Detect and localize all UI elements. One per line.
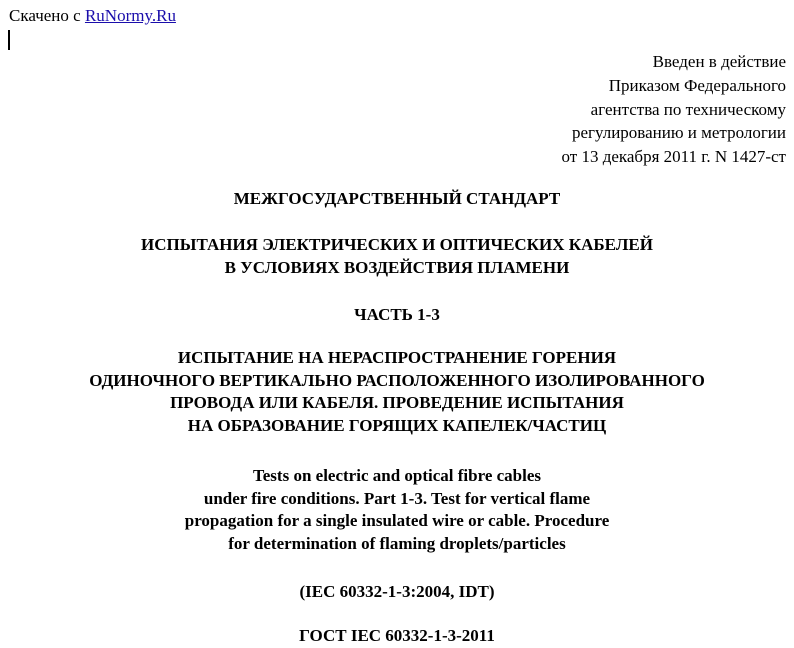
text-cursor (8, 30, 10, 50)
iec-reference (0, 581, 794, 604)
part-heading (0, 304, 794, 327)
gost-number (0, 625, 794, 648)
enactment-line: регулированию и метрологии (571, 123, 786, 143)
source-prefix: Скачено с (9, 6, 85, 25)
enactment-line: Введен в действие (652, 52, 786, 71)
english-title-line: for determination of flaming droplets/particles (228, 533, 566, 553)
standard-type-heading (0, 188, 794, 211)
iec-reference-text: (IEC 60332-1-3:2004, IDT) (299, 582, 495, 601)
part-text: ЧАСТЬ 1-3 (354, 305, 440, 324)
document-subtitle (0, 347, 794, 437)
english-title-line: Tests on electric and optical fibre cables (252, 466, 542, 485)
document-title (0, 234, 794, 279)
subtitle-line: ПРОВОДА ИЛИ КАБЕЛЯ. ПРОВЕДЕНИЕ ИСПЫТАНИЯ (170, 393, 624, 412)
source-line (9, 4, 176, 28)
subtitle-line: НА ОБРАЗОВАНИЕ ГОРЯЩИХ КАПЕЛЕК/ЧАСТИЦ (187, 415, 607, 435)
gost-number-text: ГОСТ IEC 60332-1-3-2011 (299, 626, 495, 645)
subtitle-line: ИСПЫТАНИЕ НА НЕРАСПРОСТРАНЕНИЕ ГОРЕНИЯ (177, 348, 617, 367)
source-link[interactable]: RuNormy.Ru (84, 6, 176, 25)
enactment-line: Приказом Федерального (608, 75, 786, 95)
subtitle-line: ОДИНОЧНОГО ВЕРТИКАЛЬНО РАСПОЛОЖЕННОГО ИЗОЛИРОВАННОГО (89, 370, 705, 390)
title-line: В УСЛОВИЯХ ВОЗДЕЙСТВИЯ ПЛАМЕНИ (224, 257, 570, 277)
english-title-line: under fire conditions. Part 1-3. Test for vertical flame (203, 488, 591, 508)
enactment-line: от 13 декабря 2011 г. N 1427-ст (561, 147, 786, 167)
english-title (0, 465, 794, 555)
enactment-block (561, 50, 786, 169)
enactment-line: агентства по техническому (590, 99, 786, 119)
standard-type-text: МЕЖГОСУДАРСТВЕННЫЙ СТАНДАРТ (233, 189, 561, 208)
title-line: ИСПЫТАНИЯ ЭЛЕКТРИЧЕСКИХ И ОПТИЧЕСКИХ КАБЕЛЕЙ (141, 235, 653, 254)
english-title-line: propagation for a single insulated wire or cable. Procedure (184, 511, 610, 530)
